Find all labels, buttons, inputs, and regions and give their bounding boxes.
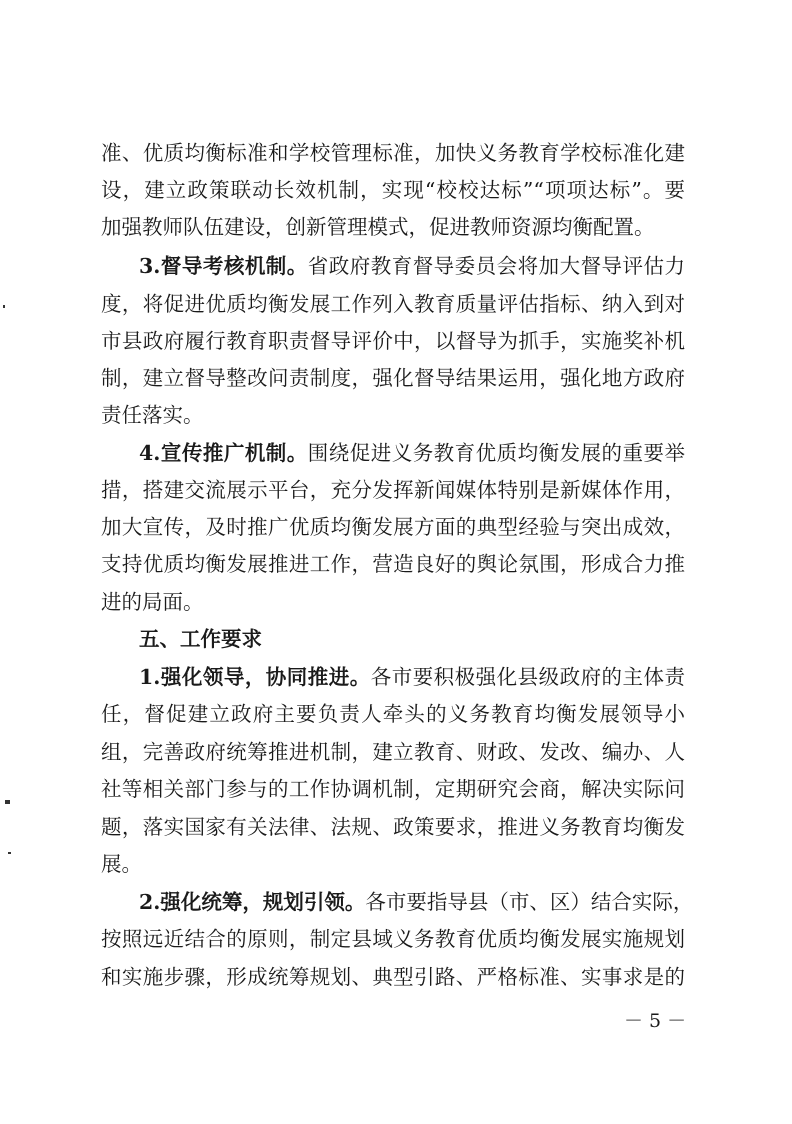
- paragraph-line: [139, 890, 694, 914]
- body-line: 措，搭建交流展示平台，充分发挥新闻媒体特别是新媒体作用，: [101, 478, 685, 502]
- item-heading: 1.强化领导，协同推进。: [139, 665, 371, 689]
- body-line: 和实施步骤，形成统筹规划、典型引路、严格标准、实事求是的: [101, 965, 685, 989]
- scan-mark: [5, 800, 10, 804]
- body-line: 组，完善政府统筹推进机制，建立教育、财政、发改、编办、人: [101, 740, 685, 764]
- body-line: 进的局面。: [101, 590, 204, 614]
- page-number: － 5 －: [624, 1010, 687, 1032]
- body-line: 社等相关部门参与的工作协调机制，定期研究会商，解决实际问: [101, 777, 685, 801]
- item-heading: 3.督导考核机制。: [139, 254, 308, 278]
- paragraph-line: [139, 443, 685, 464]
- body-line: 展。: [101, 852, 142, 876]
- section-heading: 五、工作要求: [139, 627, 262, 651]
- item-text: 各市要指导县（市、区）结合实际，: [365, 890, 694, 914]
- body-line: 责任落实。: [101, 403, 204, 427]
- item-text: 各市要积极强化县级政府的主体责: [370, 665, 686, 689]
- body-line: 题，落实国家有关法律、法规、政策要求，推进义务教育均衡发: [101, 815, 685, 839]
- paragraph-line: [139, 256, 685, 277]
- body-line: 按照远近结合的原则，制定县域义务教育优质均衡发展实施规划: [101, 927, 685, 951]
- body-line: 设，建立政策联动长效机制，实现“校校达标”“项项达标”。要: [101, 178, 685, 202]
- body-line: 加大宣传，及时推广优质均衡发展方面的典型经验与突出成效，: [101, 515, 685, 539]
- body-line: 准、优质均衡标准和学校管理标准，加快义务教育学校标准化建: [101, 141, 685, 165]
- body-line: 加强教师队伍建设，创新管理模式，促进教师资源均衡配置。: [101, 215, 655, 239]
- body-line: 支持优质均衡发展推进工作，营造良好的舆论氛围，形成合力推: [101, 552, 685, 576]
- body-line: 市县政府履行教育职责督导评价中，以督导为抓手，实施奖补机: [101, 329, 685, 353]
- body-line: 度，将促进优质均衡发展工作列入教育质量评估指标、纳入到对: [101, 292, 685, 316]
- paragraph-line: [139, 667, 685, 688]
- scan-mark: [3, 305, 5, 308]
- item-text: 省政府教育督导委员会将加大督导评估力: [307, 254, 686, 278]
- body-line: 任，督促建立政府主要负责人牵头的义务教育均衡发展领导小: [101, 702, 685, 726]
- scan-mark: [8, 852, 11, 854]
- item-heading: 2.强化统筹，规划引领。: [139, 890, 366, 914]
- body-line: 制，建立督导整改问责制度，强化督导结果运用，强化地方政府: [101, 366, 685, 390]
- item-text: 围绕促进义务教育优质均衡发展的重要举: [307, 441, 686, 465]
- item-heading: 4.宣传推广机制。: [139, 441, 308, 465]
